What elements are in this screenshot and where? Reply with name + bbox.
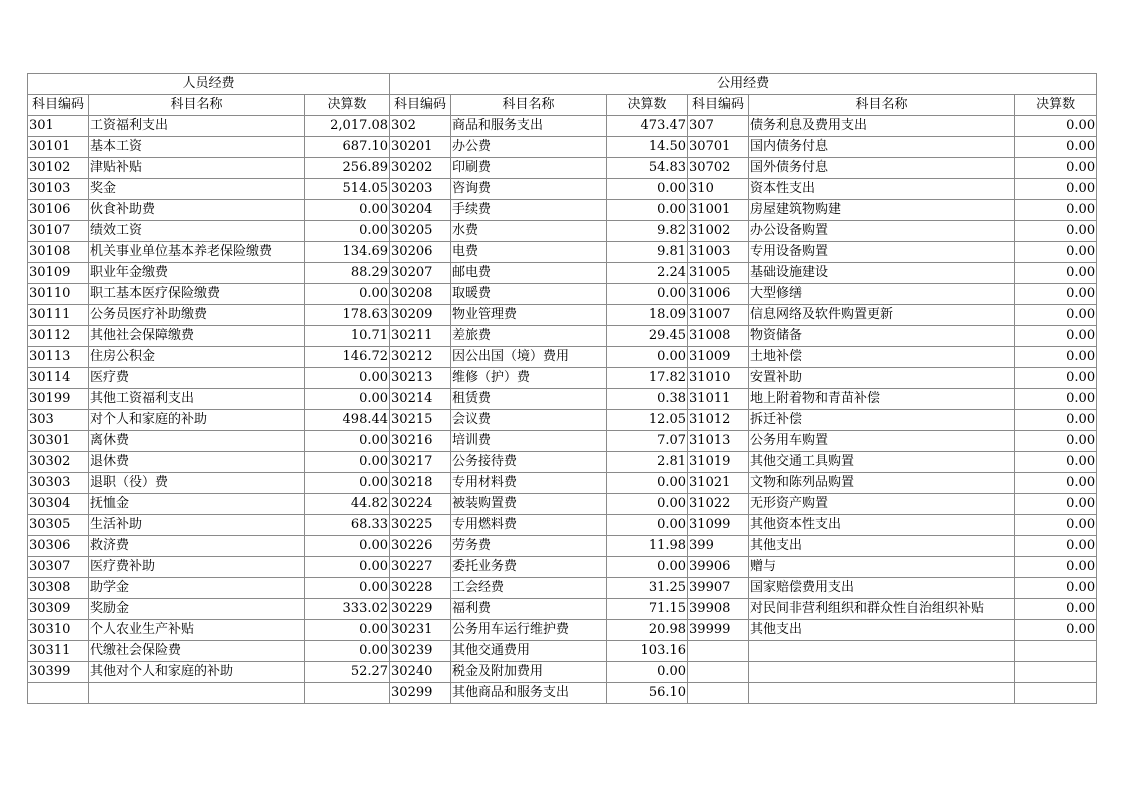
account-code-cell: 31009 xyxy=(688,347,749,368)
amount-cell: 333.02 xyxy=(305,599,390,620)
account-code-cell: 302 xyxy=(390,116,451,137)
amount-cell: 7.07 xyxy=(607,431,688,452)
amount-cell: 0.00 xyxy=(305,620,390,641)
account-name-cell: 退职（役）费 xyxy=(89,473,305,494)
account-code-cell: 30216 xyxy=(390,431,451,452)
table-row xyxy=(28,578,1097,599)
account-code-cell: 30108 xyxy=(28,242,89,263)
account-name-cell: 绩效工资 xyxy=(89,221,305,242)
account-name-cell: 抚恤金 xyxy=(89,494,305,515)
account-name-cell: 房屋建筑物购建 xyxy=(749,200,1015,221)
account-code-cell: 30240 xyxy=(390,662,451,683)
amount-cell: 0.00 xyxy=(1015,557,1097,578)
amount-cell: 0.00 xyxy=(305,431,390,452)
account-code-cell: 30303 xyxy=(28,473,89,494)
account-name-cell: 因公出国（境）费用 xyxy=(451,347,607,368)
table-row xyxy=(28,662,1097,683)
amount-cell: 0.00 xyxy=(1015,410,1097,431)
account-code-cell: 30311 xyxy=(28,641,89,662)
table-row xyxy=(28,683,1097,704)
amount-cell: 0.00 xyxy=(607,179,688,200)
amount-cell: 0.00 xyxy=(607,200,688,221)
account-code-cell: 30206 xyxy=(390,242,451,263)
table-row xyxy=(28,221,1097,242)
account-name-cell: 对民间非营利组织和群众性自治组织补贴 xyxy=(749,599,1015,620)
account-code-cell: 30701 xyxy=(688,137,749,158)
amount-cell: 0.00 xyxy=(1015,578,1097,599)
account-code-cell: 30305 xyxy=(28,515,89,536)
account-name-cell: 其他支出 xyxy=(749,536,1015,557)
account-name-cell: 委托业务费 xyxy=(451,557,607,578)
account-name-cell: 奖金 xyxy=(89,179,305,200)
account-code-cell: 30204 xyxy=(390,200,451,221)
amount-cell: 134.69 xyxy=(305,242,390,263)
account-code-cell: 31099 xyxy=(688,515,749,536)
account-name-cell: 商品和服务支出 xyxy=(451,116,607,137)
amount-cell: 0.00 xyxy=(1015,368,1097,389)
account-name-cell: 其他交通费用 xyxy=(451,641,607,662)
account-code-cell: 30299 xyxy=(390,683,451,704)
amount-header: 决算数 xyxy=(607,95,688,116)
table-row xyxy=(28,389,1097,410)
amount-cell: 0.00 xyxy=(1015,263,1097,284)
name-header: 科目名称 xyxy=(451,95,607,116)
account-code-cell: 30304 xyxy=(28,494,89,515)
account-code-cell: 30229 xyxy=(390,599,451,620)
amount-cell: 0.00 xyxy=(607,557,688,578)
amount-cell: 0.00 xyxy=(1015,620,1097,641)
account-code-cell: 303 xyxy=(28,410,89,431)
account-name-cell: 手续费 xyxy=(451,200,607,221)
account-code-cell xyxy=(688,641,749,662)
table-row xyxy=(28,410,1097,431)
amount-cell: 0.00 xyxy=(1015,137,1097,158)
amount-cell: 0.00 xyxy=(305,557,390,578)
amount-cell: 44.82 xyxy=(305,494,390,515)
amount-cell xyxy=(1015,662,1097,683)
account-code-cell: 39907 xyxy=(688,578,749,599)
account-code-cell: 30224 xyxy=(390,494,451,515)
amount-cell: 9.82 xyxy=(607,221,688,242)
account-code-cell: 30217 xyxy=(390,452,451,473)
amount-cell: 473.47 xyxy=(607,116,688,137)
account-name-cell: 物业管理费 xyxy=(451,305,607,326)
account-code-cell: 30213 xyxy=(390,368,451,389)
account-name-cell: 对个人和家庭的补助 xyxy=(89,410,305,431)
account-name-cell: 代缴社会保险费 xyxy=(89,641,305,662)
account-code-cell: 30107 xyxy=(28,221,89,242)
account-code-cell: 39906 xyxy=(688,557,749,578)
account-code-cell: 31007 xyxy=(688,305,749,326)
amount-cell: 0.00 xyxy=(1015,515,1097,536)
account-name-cell: 公务接待费 xyxy=(451,452,607,473)
table-row xyxy=(28,473,1097,494)
account-code-cell: 30101 xyxy=(28,137,89,158)
account-code-cell xyxy=(688,662,749,683)
account-code-cell: 31013 xyxy=(688,431,749,452)
name-header: 科目名称 xyxy=(89,95,305,116)
account-code-cell: 30306 xyxy=(28,536,89,557)
account-code-cell: 30208 xyxy=(390,284,451,305)
amount-cell: 0.00 xyxy=(1015,599,1097,620)
account-code-cell: 30109 xyxy=(28,263,89,284)
account-code-cell: 30207 xyxy=(390,263,451,284)
account-code-cell: 30110 xyxy=(28,284,89,305)
amount-cell: 12.05 xyxy=(607,410,688,431)
amount-cell: 0.00 xyxy=(1015,452,1097,473)
account-name-cell: 咨询费 xyxy=(451,179,607,200)
account-code-cell: 30218 xyxy=(390,473,451,494)
table-row xyxy=(28,494,1097,515)
amount-cell: 20.98 xyxy=(607,620,688,641)
amount-cell: 0.00 xyxy=(1015,242,1097,263)
table-row xyxy=(28,599,1097,620)
account-name-cell: 水费 xyxy=(451,221,607,242)
account-name-cell xyxy=(89,683,305,704)
amount-cell: 0.00 xyxy=(1015,536,1097,557)
account-name-cell: 债务利息及费用支出 xyxy=(749,116,1015,137)
account-name-cell: 助学金 xyxy=(89,578,305,599)
account-code-cell: 30310 xyxy=(28,620,89,641)
amount-cell: 0.00 xyxy=(1015,158,1097,179)
amount-cell: 0.00 xyxy=(305,536,390,557)
amount-cell: 0.00 xyxy=(305,221,390,242)
account-name-cell: 专用材料费 xyxy=(451,473,607,494)
amount-cell: 18.09 xyxy=(607,305,688,326)
account-name-cell: 被装购置费 xyxy=(451,494,607,515)
amount-cell: 0.00 xyxy=(607,662,688,683)
account-code-cell: 30214 xyxy=(390,389,451,410)
account-name-cell: 其他社会保障缴费 xyxy=(89,326,305,347)
amount-cell: 0.00 xyxy=(305,641,390,662)
personnel-header: 人员经费 xyxy=(28,74,390,95)
table-row xyxy=(28,368,1097,389)
account-code-cell: 30227 xyxy=(390,557,451,578)
code-header: 科目编码 xyxy=(390,95,451,116)
account-code-cell: 31003 xyxy=(688,242,749,263)
amount-cell: 0.00 xyxy=(1015,431,1097,452)
amount-cell: 68.33 xyxy=(305,515,390,536)
amount-cell: 103.16 xyxy=(607,641,688,662)
account-code-cell: 30399 xyxy=(28,662,89,683)
account-code-cell: 30302 xyxy=(28,452,89,473)
code-header: 科目编码 xyxy=(688,95,749,116)
account-name-cell: 印刷费 xyxy=(451,158,607,179)
account-name-cell: 取暖费 xyxy=(451,284,607,305)
amount-cell: 0.00 xyxy=(1015,179,1097,200)
account-code-cell: 30203 xyxy=(390,179,451,200)
code-header: 科目编码 xyxy=(28,95,89,116)
amount-cell: 2.24 xyxy=(607,263,688,284)
account-name-cell: 办公设备购置 xyxy=(749,221,1015,242)
amount-cell: 514.05 xyxy=(305,179,390,200)
table-row xyxy=(28,431,1097,452)
table-row xyxy=(28,452,1097,473)
account-code-cell: 31010 xyxy=(688,368,749,389)
account-code-cell: 307 xyxy=(688,116,749,137)
account-name-cell: 生活补助 xyxy=(89,515,305,536)
table-row xyxy=(28,515,1097,536)
account-name-cell: 其他对个人和家庭的补助 xyxy=(89,662,305,683)
account-name-cell xyxy=(749,641,1015,662)
amount-cell: 9.81 xyxy=(607,242,688,263)
account-name-cell: 租赁费 xyxy=(451,389,607,410)
amount-cell: 0.00 xyxy=(1015,326,1097,347)
amount-cell xyxy=(1015,641,1097,662)
account-name-cell: 住房公积金 xyxy=(89,347,305,368)
table-row xyxy=(28,284,1097,305)
account-code-cell: 30113 xyxy=(28,347,89,368)
expenditure-table xyxy=(27,73,1097,704)
account-name-cell: 基本工资 xyxy=(89,137,305,158)
account-name-cell: 其他资本性支出 xyxy=(749,515,1015,536)
column-header-row xyxy=(28,95,1097,116)
account-name-cell: 公务用车购置 xyxy=(749,431,1015,452)
account-name-cell: 培训费 xyxy=(451,431,607,452)
amount-cell: 0.00 xyxy=(305,389,390,410)
table-row xyxy=(28,116,1097,137)
account-name-cell xyxy=(749,683,1015,704)
amount-cell: 88.29 xyxy=(305,263,390,284)
account-code-cell: 31001 xyxy=(688,200,749,221)
group-header-row xyxy=(28,74,1097,95)
account-name-cell: 国内债务付息 xyxy=(749,137,1015,158)
account-code-cell: 30199 xyxy=(28,389,89,410)
account-name-cell: 离休费 xyxy=(89,431,305,452)
account-code-cell: 30209 xyxy=(390,305,451,326)
amount-cell: 687.10 xyxy=(305,137,390,158)
amount-cell: 0.00 xyxy=(1015,305,1097,326)
account-code-cell: 39999 xyxy=(688,620,749,641)
amount-cell: 0.00 xyxy=(1015,389,1097,410)
table-row xyxy=(28,200,1097,221)
account-code-cell: 30702 xyxy=(688,158,749,179)
amount-cell: 0.00 xyxy=(1015,200,1097,221)
table-row xyxy=(28,305,1097,326)
account-name-cell: 地上附着物和青苗补偿 xyxy=(749,389,1015,410)
account-name-cell: 邮电费 xyxy=(451,263,607,284)
account-name-cell: 公务员医疗补助缴费 xyxy=(89,305,305,326)
account-name-cell: 工会经费 xyxy=(451,578,607,599)
account-name-cell: 机关事业单位基本养老保险缴费 xyxy=(89,242,305,263)
account-name-cell: 公务用车运行维护费 xyxy=(451,620,607,641)
account-name-cell: 医疗费 xyxy=(89,368,305,389)
account-name-cell: 津贴补贴 xyxy=(89,158,305,179)
account-code-cell: 31022 xyxy=(688,494,749,515)
account-code-cell: 30225 xyxy=(390,515,451,536)
amount-cell: 0.00 xyxy=(607,347,688,368)
account-code-cell: 31005 xyxy=(688,263,749,284)
account-name-cell: 其他交通工具购置 xyxy=(749,452,1015,473)
amount-cell: 0.00 xyxy=(1015,116,1097,137)
amount-cell: 146.72 xyxy=(305,347,390,368)
account-name-cell: 工资福利支出 xyxy=(89,116,305,137)
account-name-cell: 专用设备购置 xyxy=(749,242,1015,263)
name-header: 科目名称 xyxy=(749,95,1015,116)
account-name-cell: 劳务费 xyxy=(451,536,607,557)
account-name-cell xyxy=(749,662,1015,683)
account-name-cell: 会议费 xyxy=(451,410,607,431)
amount-cell: 0.00 xyxy=(1015,494,1097,515)
account-name-cell: 个人农业生产补贴 xyxy=(89,620,305,641)
table-row xyxy=(28,326,1097,347)
account-name-cell: 国外债务付息 xyxy=(749,158,1015,179)
account-code-cell: 30239 xyxy=(390,641,451,662)
amount-cell: 0.00 xyxy=(305,452,390,473)
amount-cell: 11.98 xyxy=(607,536,688,557)
amount-cell: 0.00 xyxy=(1015,221,1097,242)
table-row xyxy=(28,179,1097,200)
account-code-cell: 31021 xyxy=(688,473,749,494)
amount-cell: 17.82 xyxy=(607,368,688,389)
account-name-cell: 安置补助 xyxy=(749,368,1015,389)
account-code-cell: 30228 xyxy=(390,578,451,599)
amount-cell: 2,017.08 xyxy=(305,116,390,137)
account-code-cell: 30307 xyxy=(28,557,89,578)
amount-cell: 0.00 xyxy=(305,578,390,599)
account-code-cell: 301 xyxy=(28,116,89,137)
account-code-cell: 30103 xyxy=(28,179,89,200)
account-name-cell: 奖励金 xyxy=(89,599,305,620)
table-row xyxy=(28,641,1097,662)
amount-cell: 0.00 xyxy=(305,200,390,221)
account-code-cell: 31006 xyxy=(688,284,749,305)
account-name-cell: 土地补偿 xyxy=(749,347,1015,368)
amount-cell: 0.00 xyxy=(607,473,688,494)
account-code-cell: 30202 xyxy=(390,158,451,179)
account-name-cell: 职业年金缴费 xyxy=(89,263,305,284)
account-name-cell: 其他商品和服务支出 xyxy=(451,683,607,704)
table-row xyxy=(28,137,1097,158)
account-code-cell xyxy=(688,683,749,704)
account-name-cell: 物资储备 xyxy=(749,326,1015,347)
amount-cell: 56.10 xyxy=(607,683,688,704)
account-code-cell: 30102 xyxy=(28,158,89,179)
account-name-cell: 其他支出 xyxy=(749,620,1015,641)
account-code-cell: 30212 xyxy=(390,347,451,368)
account-code-cell: 31002 xyxy=(688,221,749,242)
account-code-cell: 31019 xyxy=(688,452,749,473)
amount-cell: 31.25 xyxy=(607,578,688,599)
account-name-cell: 信息网络及软件购置更新 xyxy=(749,305,1015,326)
account-code-cell: 30201 xyxy=(390,137,451,158)
account-name-cell: 救济费 xyxy=(89,536,305,557)
account-name-cell: 资本性支出 xyxy=(749,179,1015,200)
amount-cell: 0.00 xyxy=(1015,347,1097,368)
account-name-cell: 维修（护）费 xyxy=(451,368,607,389)
amount-cell: 0.00 xyxy=(607,284,688,305)
account-code-cell: 31011 xyxy=(688,389,749,410)
amount-cell: 178.63 xyxy=(305,305,390,326)
account-name-cell: 职工基本医疗保险缴费 xyxy=(89,284,305,305)
amount-cell: 0.00 xyxy=(607,494,688,515)
amount-cell: 14.50 xyxy=(607,137,688,158)
amount-cell: 71.15 xyxy=(607,599,688,620)
amount-cell: 498.44 xyxy=(305,410,390,431)
amount-cell: 0.00 xyxy=(607,515,688,536)
amount-cell: 54.83 xyxy=(607,158,688,179)
account-name-cell: 专用燃料费 xyxy=(451,515,607,536)
table-row xyxy=(28,158,1097,179)
account-code-cell: 30231 xyxy=(390,620,451,641)
amount-header: 决算数 xyxy=(1015,95,1097,116)
account-name-cell: 福利费 xyxy=(451,599,607,620)
account-name-cell: 差旅费 xyxy=(451,326,607,347)
account-code-cell: 30301 xyxy=(28,431,89,452)
amount-cell xyxy=(1015,683,1097,704)
account-name-cell: 文物和陈列品购置 xyxy=(749,473,1015,494)
amount-cell: 256.89 xyxy=(305,158,390,179)
account-name-cell: 退休费 xyxy=(89,452,305,473)
amount-cell: 0.00 xyxy=(305,368,390,389)
table-row xyxy=(28,557,1097,578)
account-code-cell: 30111 xyxy=(28,305,89,326)
table-row xyxy=(28,347,1097,368)
account-code-cell: 310 xyxy=(688,179,749,200)
account-name-cell: 国家赔偿费用支出 xyxy=(749,578,1015,599)
amount-cell: 10.71 xyxy=(305,326,390,347)
account-name-cell: 拆迁补偿 xyxy=(749,410,1015,431)
account-code-cell: 30211 xyxy=(390,326,451,347)
account-code-cell: 31012 xyxy=(688,410,749,431)
account-code-cell xyxy=(28,683,89,704)
account-code-cell: 39908 xyxy=(688,599,749,620)
amount-cell: 0.00 xyxy=(1015,473,1097,494)
account-name-cell: 大型修缮 xyxy=(749,284,1015,305)
table-row xyxy=(28,620,1097,641)
account-name-cell: 税金及附加费用 xyxy=(451,662,607,683)
account-name-cell: 基础设施建设 xyxy=(749,263,1015,284)
account-name-cell: 赠与 xyxy=(749,557,1015,578)
account-name-cell: 电费 xyxy=(451,242,607,263)
account-code-cell: 30226 xyxy=(390,536,451,557)
amount-cell: 0.00 xyxy=(305,284,390,305)
account-name-cell: 办公费 xyxy=(451,137,607,158)
amount-cell: 0.38 xyxy=(607,389,688,410)
table-row xyxy=(28,536,1097,557)
account-code-cell: 30309 xyxy=(28,599,89,620)
amount-cell: 2.81 xyxy=(607,452,688,473)
account-name-cell: 无形资产购置 xyxy=(749,494,1015,515)
account-code-cell: 399 xyxy=(688,536,749,557)
account-code-cell: 30114 xyxy=(28,368,89,389)
account-code-cell: 30106 xyxy=(28,200,89,221)
amount-cell: 52.27 xyxy=(305,662,390,683)
account-name-cell: 医疗费补助 xyxy=(89,557,305,578)
account-name-cell: 其他工资福利支出 xyxy=(89,389,305,410)
account-code-cell: 31008 xyxy=(688,326,749,347)
amount-cell: 0.00 xyxy=(1015,284,1097,305)
account-code-cell: 30112 xyxy=(28,326,89,347)
table-row xyxy=(28,263,1097,284)
public-header: 公用经费 xyxy=(390,74,1097,95)
amount-header: 决算数 xyxy=(305,95,390,116)
amount-cell: 0.00 xyxy=(305,473,390,494)
account-code-cell: 30205 xyxy=(390,221,451,242)
table-row xyxy=(28,242,1097,263)
account-code-cell: 30215 xyxy=(390,410,451,431)
amount-cell xyxy=(305,683,390,704)
amount-cell: 29.45 xyxy=(607,326,688,347)
account-code-cell: 30308 xyxy=(28,578,89,599)
account-name-cell: 伙食补助费 xyxy=(89,200,305,221)
